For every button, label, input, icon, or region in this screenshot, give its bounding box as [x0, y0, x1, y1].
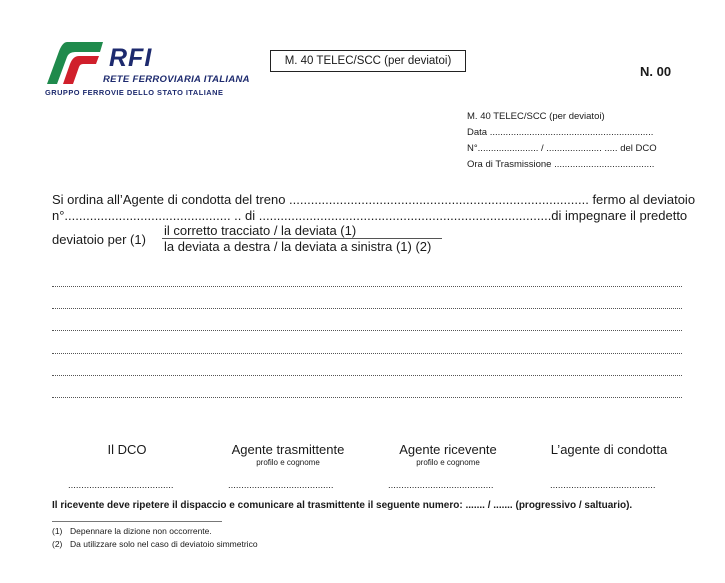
footnote-1-text: Depennare la dizione non occorrente.: [70, 526, 212, 536]
form-code-line: M. 40 TELEC/SCC (per deviatoi): [467, 111, 605, 122]
option-bottom: la deviata a destra / la deviata a sinistra (1) (2): [164, 239, 432, 254]
document-number: N. 00: [640, 64, 672, 79]
footnote-2-num: (2): [52, 539, 63, 549]
writing-line: [52, 286, 682, 287]
writing-line: [52, 353, 682, 354]
logo-mark: RFI: [109, 44, 153, 72]
logo-rete: RETE FERROVIARIA ITALIANA: [103, 74, 250, 85]
writing-line: [52, 375, 682, 376]
footnote-2-text: Da utilizzare solo nel caso di deviatoio simmetrico: [70, 539, 258, 549]
signature-dots-transmitter: ........................................: [228, 480, 334, 491]
signature-dots-receiver: ........................................: [388, 480, 494, 491]
date-field: Data ..............................................................: [467, 127, 654, 138]
order-line-1: Si ordina all’Agente di condotta del treno ................................................................................... fermo al deviatoio: [52, 192, 696, 207]
signature-title-receiver: Agente ricevente: [399, 442, 497, 457]
signature-title-driver: L’agente di condotta: [550, 442, 668, 457]
footnote-divider: [52, 521, 222, 522]
signature-sub-transmitter: profilo e cognome: [256, 458, 320, 467]
deviatoio-prefix: deviatoio per (1): [52, 232, 146, 247]
rfi-logo: [45, 40, 257, 102]
signature-dots-driver: ........................................: [550, 480, 656, 491]
order-line-2: n°.............................................. .. di .................................................................................di impegnare il predetto: [52, 208, 688, 223]
signature-title-transmitter: Agente trasmittente: [231, 442, 345, 457]
writing-line: [52, 330, 682, 331]
fs-logo-icon: [45, 40, 107, 86]
footnote-1-num: (1): [52, 526, 63, 536]
writing-line: [52, 397, 682, 398]
number-field: N°....................... / ..................... ..... del DCO: [467, 143, 657, 154]
option-top: il corretto tracciato / la deviata (1): [164, 223, 357, 238]
writing-line: [52, 308, 682, 309]
signature-dots-dco: ........................................: [68, 480, 174, 491]
receiver-instruction: Il ricevente deve ripetere il dispaccio e comunicare al trasmittente il seguente numero: ....... / ....... (progressivo / saltuario).: [52, 500, 633, 511]
signature-sub-receiver: profilo e cognome: [416, 458, 480, 467]
transmission-time-field: Ora di Trasmissione ......................................: [467, 159, 655, 170]
signature-title-dco: Il DCO: [107, 442, 147, 457]
form-code-box: M. 40 TELEC/SCC (per deviatoi): [270, 50, 466, 72]
logo-gruppo: GRUPPO FERROVIE DELLO STATO ITALIANE: [45, 88, 224, 97]
